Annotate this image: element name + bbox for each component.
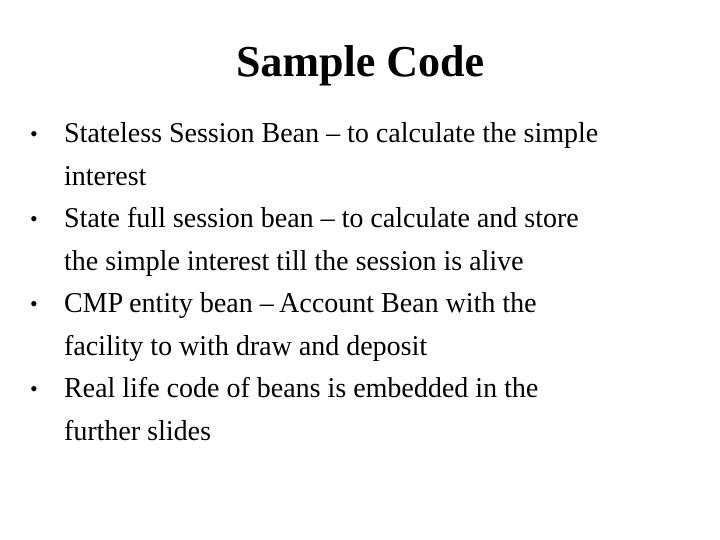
bullet-line: Real life code of beans is embedded in the bbox=[64, 373, 539, 404]
bullet-marker: • bbox=[30, 376, 38, 401]
bullet-item-stateless-session-bean bbox=[30, 113, 700, 198]
bullet-list bbox=[30, 113, 700, 453]
bullet-line: further slides bbox=[64, 415, 211, 447]
bullet-text bbox=[64, 113, 700, 198]
bullet-text bbox=[64, 283, 700, 368]
bullet-line: State full session bean – to calculate and store bbox=[64, 203, 579, 234]
bullet-line: facility to with draw and deposit bbox=[64, 330, 428, 362]
bullet-marker: • bbox=[30, 121, 38, 146]
bullet-marker: • bbox=[30, 206, 38, 231]
slide-title: Sample Code bbox=[235, 37, 485, 86]
bullet-line: interest bbox=[64, 160, 147, 192]
bullet-line: Stateless Session Bean – to calculate the simple bbox=[64, 118, 599, 149]
bullet-item-real-life-code bbox=[30, 368, 700, 453]
bullet-text bbox=[64, 368, 700, 453]
bullet-item-state-full-session-bean bbox=[30, 198, 700, 283]
bullet-text bbox=[64, 198, 700, 283]
bullet-item-cmp-entity-bean bbox=[30, 283, 700, 368]
bullet-line: the simple interest till the session is alive bbox=[64, 245, 524, 277]
bullet-marker: • bbox=[30, 291, 38, 316]
bullet-line: CMP entity bean – Account Bean with the bbox=[64, 288, 537, 319]
